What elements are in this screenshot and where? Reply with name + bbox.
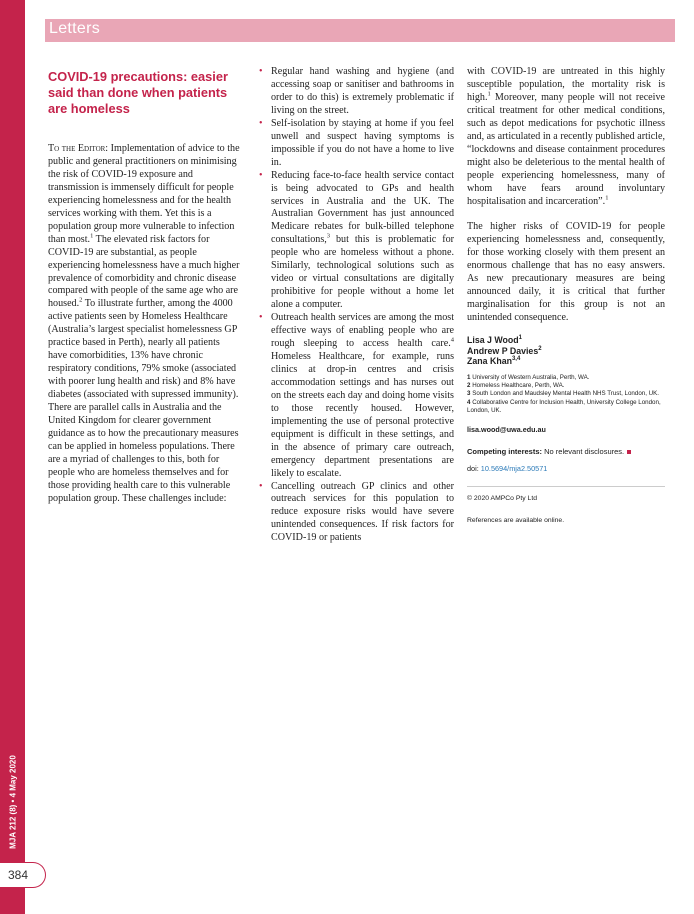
author-list	[467, 335, 665, 367]
list-item: • Regular hand washing and hygiene (and accessing soap or sanitiser and bathrooms in order to do this) is extremely problematic if living on the street.	[258, 66, 454, 118]
citation: 4	[450, 336, 454, 344]
intro-paragraph: To the Editor: Implementation of advice to the public and general practitioners on minimising the risk of COVID-19 exposure and transmission is immensely difficult for people experiencing homelessness and for the health services working with them. Yet this is a population group more vulnerable to infection than most.$^1$ The elevated risk factors for COVID-19 are substantial, as people experiencing homelessness have a much higher prevalence of comorbidity and chronic disease compared with people of the same age who are housed.$^2$ To illustrate further, among the 4000 active patients seen by Homeless Healthcare (Australia’s largest specialist homelessness GP practice based in Perth), nearly all patients have comorbidities, 13% have chronic respiratory conditions, 79% smoke (associated with poorer lung health and risk) and 8% have diabetes (associated with supressed immunity). There are parallel calls in Australia and the United Kingdom for clearer government guidance as to how the precautionary measures can be applied in homeless populations. There are a myriad of challenges to this, both for people who are homeless themselves and for those providing health care to this vulnerable population group. These challenges include:	[48, 143, 240, 504]
corresponding-email[interactable]: lisa.wood@uwa.edu.au	[467, 424, 546, 434]
affiliation: 4 Collaborative Centre for Inclusion Health, University College London, London, UK.	[467, 398, 661, 414]
citation: 1	[605, 194, 609, 202]
affiliation: 1 University of Western Australia, Perth, WA.	[467, 373, 590, 381]
affiliation: 2 Homeless Healthcare, Perth, WA.	[467, 382, 565, 390]
list-item: • Outreach health services are among the most effective ways of enabling people who are rough sleeping to access health care.$^4$ Homeless Healthcare, for example, runs clinics at drop-in centres and crisis accommodation settings and has nurses out on the streets each day and doing home visits to those recently housed. However, implementing the use of personal protective equipment is difficult in these settings, and in the absence of primary care outreach, emergency department presentations are likely to escalate.	[258, 312, 454, 480]
conclusion-paragraph: The higher risks of COVID-19 for people experiencing homelessness and, consequently, for those working closely with them present an enormous challenge that has no easy answers. As new precautionary measures are being announced daily, it is critical that further marginalisation for this group is not an unintended consequence.	[467, 221, 665, 324]
copyright: © 2020 AMPCo Pty Ltd	[467, 494, 537, 502]
citation: 1	[90, 232, 94, 240]
page-number: 384	[0, 862, 46, 888]
section-header	[45, 19, 675, 42]
doi-line: doi: 10.5694/mja2.50571	[467, 463, 548, 473]
article-title: COVID-19 precautions: easier said than done when patients are homeless	[48, 69, 228, 116]
author: Zana Khan$^{3,4}$	[467, 356, 521, 367]
competing-interests: Competing interests: No relevant disclosures.	[467, 446, 665, 459]
author: Lisa J Wood$^1$	[467, 335, 522, 346]
references-note: References are available online.	[467, 516, 565, 524]
body-column-1	[48, 143, 240, 506]
list-item: • Reducing face-to-face health service contact is being advocated to GPs and health services in Australia and the UK. The Australian Government has just announced Medicare rebates for bulk-billed telephone consultations,$^3$ but this is problematic for people who are homeless without a phone. Similarly, technological solutions such as video or virtual consultations are digitally prohibitive for people without a home let alone a computer.	[258, 170, 454, 312]
section-title: Letters	[49, 20, 101, 37]
citation: 1	[487, 90, 491, 98]
list-item: • Cancelling outreach GP clinics and other outreach services for this population to reduce exposure risks would have severe unintended consequences. If risk factors for COVID-19 or patients	[258, 481, 454, 546]
list-item: • Self-isolation by staying at home if you feel unwell and suspect having symptoms is impossible if you do not have a home to live in.	[258, 118, 454, 170]
affiliation: 3 South London and Maudsley Mental Health NHS Trust, London, UK.	[467, 390, 659, 398]
citation: 2	[79, 297, 83, 305]
body-column-3	[467, 66, 665, 528]
affiliation-list	[467, 374, 665, 415]
challenges-list	[258, 66, 454, 545]
continued-paragraph: with COVID-19 are untreated in this highly susceptible population, the mortality risk is high.$^1$ Moreover, many people will not receive critical treatment for other medical conditions, such as depot medications for psychotic illness and, as articulated in a recently published article, “lockdowns and disease containment procedures might also be deleterious to the mental health of people experiencing homelessness, many of whom have fears around involuntary hospitalisation and incarceration”.$^1$	[467, 66, 665, 207]
author: Andrew P Davies$^2$	[467, 345, 542, 356]
salutation: To the Editor:	[48, 143, 109, 154]
journal-issue-label: MJA 212 (8) • 4 May 2020	[8, 755, 18, 849]
end-mark-icon	[627, 450, 631, 454]
body-column-2	[258, 66, 454, 545]
divider	[467, 486, 665, 487]
citation: 3	[326, 233, 331, 241]
doi-link[interactable]: 10.5694/mja2.50571	[480, 463, 548, 473]
